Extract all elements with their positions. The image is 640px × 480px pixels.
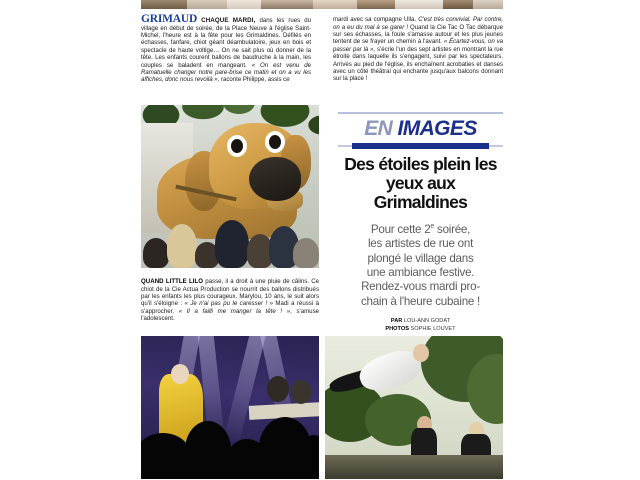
caption-quote-1: « Je n'ai pas pu le caresser ! » xyxy=(184,300,273,308)
standfirst-line-3: plongé le village dans xyxy=(367,251,474,265)
byline xyxy=(338,318,503,332)
byline-par-label: PAR xyxy=(390,318,403,325)
byline-photos-line xyxy=(338,326,503,333)
article-intro-columns xyxy=(141,10,503,98)
standfirst-line-1: Pour cette 2e soirée, xyxy=(370,222,471,236)
rubric-en-images xyxy=(338,118,503,140)
standfirst-line-4: une ambiance festive. xyxy=(366,266,475,280)
caption-text xyxy=(141,278,319,322)
intro-tail-left: raconte Philippe, assis ce xyxy=(219,76,290,84)
photo-concert-stage xyxy=(141,336,319,479)
intro-paragraph-left xyxy=(141,13,312,84)
standfirst-line-6: chain à l'heure cubaine ! xyxy=(360,294,481,308)
photo-dog-puppet xyxy=(141,105,319,268)
byline-photos-label: PHOTOS xyxy=(385,325,409,332)
caption-lead: QUAND LITTLE LILO xyxy=(141,278,204,286)
photo-acrobat xyxy=(325,336,503,479)
crowd-silhouettes xyxy=(141,214,319,268)
intro-mid-right: Quand la Cie Tac O Tac débarque sur ses échasses, la foule s'amasse autour et les plus jeunes tentent de se frayer un chemin à l'avant. xyxy=(333,23,503,46)
intro-quote-right-2: « Écartez-vous, on va passer par là », xyxy=(333,38,503,53)
intro-text-left: dans les rues du village en début de soirée, de la Place Neuve à l'église Saint-Michel, l'heure est à la fête pour les Grimaldines. Défilés en échasses, fanfare, chiot géant déambulatoire, jeux en bois et spectacle de haute voltige… On ne sait plus où donner de la tête. Les enfants courent ballons de baudruche à la main, les couples se baladent en mangeant. xyxy=(141,17,311,69)
byline-author: LOU-ANN GODAT xyxy=(403,318,451,325)
page-title xyxy=(338,155,503,212)
photo-caption-dog xyxy=(141,272,319,329)
standfirst xyxy=(338,220,503,309)
headline-line-2: yeux aux Grimaldines xyxy=(373,173,468,212)
rubric-rule xyxy=(338,143,503,149)
ordinal-suffix: e xyxy=(430,223,435,230)
intro-column-left xyxy=(141,10,311,90)
intro-quote-left: « On est venu de Ramatuelle changer notre pare-brise ce matin et on a vu les affiches, donc nous revoilà », xyxy=(141,61,312,84)
dateline: GRIMAUD xyxy=(141,13,198,26)
intro-paragraph-right xyxy=(333,16,503,83)
caption-body-3: , s'amuse l'adolescent. xyxy=(141,307,320,323)
rubric-word-en: EN xyxy=(364,117,393,140)
intro-quote-right-1: C'est très convivial. Par contre, on a eu du mal à se garer ! xyxy=(333,16,503,31)
caption-quote-2: « Il a failli me manger la tête ! » xyxy=(178,307,291,315)
headline-line-1: Des étoiles plein les xyxy=(344,154,497,174)
intro-text-right: mardi avec sa compagne Ulla. xyxy=(333,16,417,24)
caption-body-1: passe, il a droit à une pluie de câlins. Ce chiot de la Cie Actua Production se nourrit des ballons distribués par les enfants les plus courageux. Marylou, 10 ans, le suit alors qu'il s'éloigne : xyxy=(141,278,320,308)
standfirst-line-5: Rendez-vous mardi pro- xyxy=(361,280,480,294)
caption-body-2: Madi a réussi à s'approcher. xyxy=(141,300,319,315)
intro-tail-right: s'écrie l'un des sept artistes en montrant la rue étroite dans laquelle ils s'engagent, suivi par les spectateurs. Arrivés au pied de l'église, ils enchaînent acrobaties et danses avec un côté théâtral qui enchante jusqu'aux balcons donnant sur la place ! xyxy=(333,45,503,83)
byline-photographer: SOPHIE LOUVET xyxy=(410,325,456,332)
top-photo-strip xyxy=(141,0,503,9)
standfirst-line-2: les artistes de rue ont xyxy=(367,237,474,251)
rubric-word-images: IMAGES xyxy=(397,117,477,140)
byline-author-line xyxy=(338,318,503,325)
intro-column-right xyxy=(333,10,503,89)
rubric-top-rule xyxy=(338,112,503,114)
feature-header xyxy=(338,112,503,333)
kicker: CHAQUE MARDI, xyxy=(201,17,256,25)
